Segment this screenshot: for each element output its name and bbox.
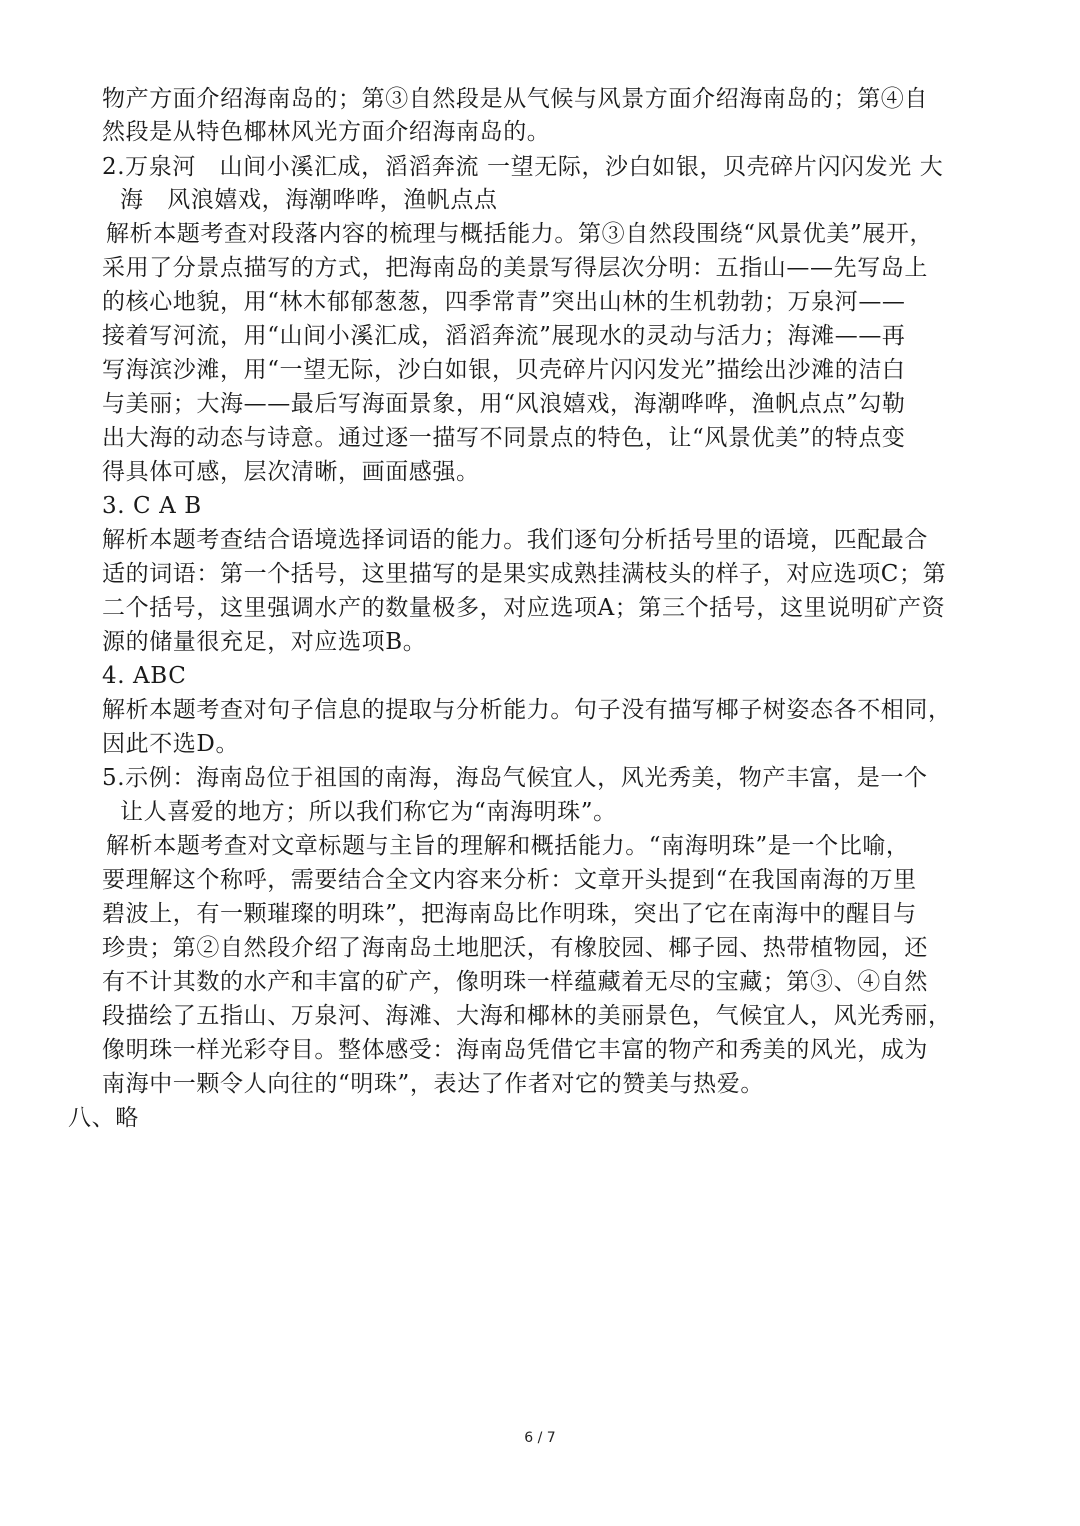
text-line: 适的词语：第一个括号，这里描写的是果实成熟挂满枝头的样子，对应选项C；第 [102,561,947,587]
text-line: 4. ABC [102,663,187,689]
text-line: 与美丽；大海——最后写海面景象，用“风浪嬉戏，海潮哗哗，渔帆点点”勾勒 [102,391,906,417]
text-line: 因此不选D。 [102,731,240,757]
text-line: 珍贵；第②自然段介绍了海南岛土地肥沃，有橡胶园、椰子园、热带植物园，还 [102,935,928,961]
text-line: 得具体可感，层次清晰，画面感强。 [102,459,480,485]
page-number: 6 / 7 [524,1430,556,1446]
text-line: 解析本题考查对段落内容的梳理与概括能力。第③自然段围绕“风景优美”展开， [106,221,934,247]
text-line: 接着写河流，用“山间小溪汇成，滔滔奔流”展现水的灵动与活力；海滩——再 [102,323,906,349]
text-line: 采用了分景点描写的方式，把海南岛的美景写得层次分明：五指山——先写岛上 [102,255,928,281]
text-line: 写海滨沙滩，用“一望无际，沙白如银，贝壳碎片闪闪发光”描绘出沙滩的洁白 [102,357,906,383]
text-line: 5.示例：海南岛位于祖国的南海，海岛气候宜人，风光秀美，物产丰富，是一个 [102,765,928,791]
text-line: 段描绘了五指山、万泉河、海滩、大海和椰林的美丽景色，气候宜人，风光秀丽， [102,1003,952,1029]
text-line: 像明珠一样光彩夺目。整体感受：海南岛凭借它丰富的物产和秀美的风光，成为 [102,1037,928,1063]
text-line: 出大海的动态与诗意。通过逐一描写不同景点的特色，让“风景优美”的特点变 [102,425,906,451]
text-line: 碧波上，有一颗璀璨的明珠”，把海南岛比作明珠，突出了它在南海中的醒目与 [102,901,917,927]
text-line: 南海中一颗令人向往的“明珠”，表达了作者对它的赞美与热爱。 [102,1071,764,1097]
text-line: 物产方面介绍海南岛的；第③自然段是从气候与风景方面介绍海南岛的；第④自 [102,86,928,112]
text-line: 要理解这个称呼，需要结合全文内容来分析：文章开头提到“在我国南海的万里 [102,867,917,893]
text-line: 海 风浪嬉戏，海潮哗哗，渔帆点点 [120,187,498,213]
text-line: 二个括号，这里强调水产的数量极多，对应选项A；第三个括号，这里说明矿产资 [102,595,946,621]
text-line: 让人喜爱的地方；所以我们称它为“南海明珠”。 [120,799,617,825]
text-line: 有不计其数的水产和丰富的矿产，像明珠一样蕴藏着无尽的宝藏；第③、④自然 [102,969,928,995]
text-line: 3. C A B [102,493,202,519]
text-line: 解析本题考查对句子信息的提取与分析能力。句子没有描写椰子树姿态各不相同， [102,697,952,723]
section-heading: 八、略 [68,1105,139,1131]
text-line: 的核心地貌，用“林木郁郁葱葱，四季常青”突出山林的生机勃勃；万泉河—— [102,289,906,315]
text-line: 源的储量很充足，对应选项B。 [102,629,427,655]
text-line: 2.万泉河 山间小溪汇成，滔滔奔流 一望无际，沙白如银，贝壳碎片闪闪发光 大 [102,154,944,180]
text-line: 然段是从特色椰林风光方面介绍海南岛的。 [102,119,551,145]
text-line: 解析本题考查结合语境选择词语的能力。我们逐句分析括号里的语境，匹配最合 [102,527,928,553]
text-line: 解析本题考查对文章标题与主旨的理解和概括能力。“南海明珠”是一个比喻， [106,833,910,859]
